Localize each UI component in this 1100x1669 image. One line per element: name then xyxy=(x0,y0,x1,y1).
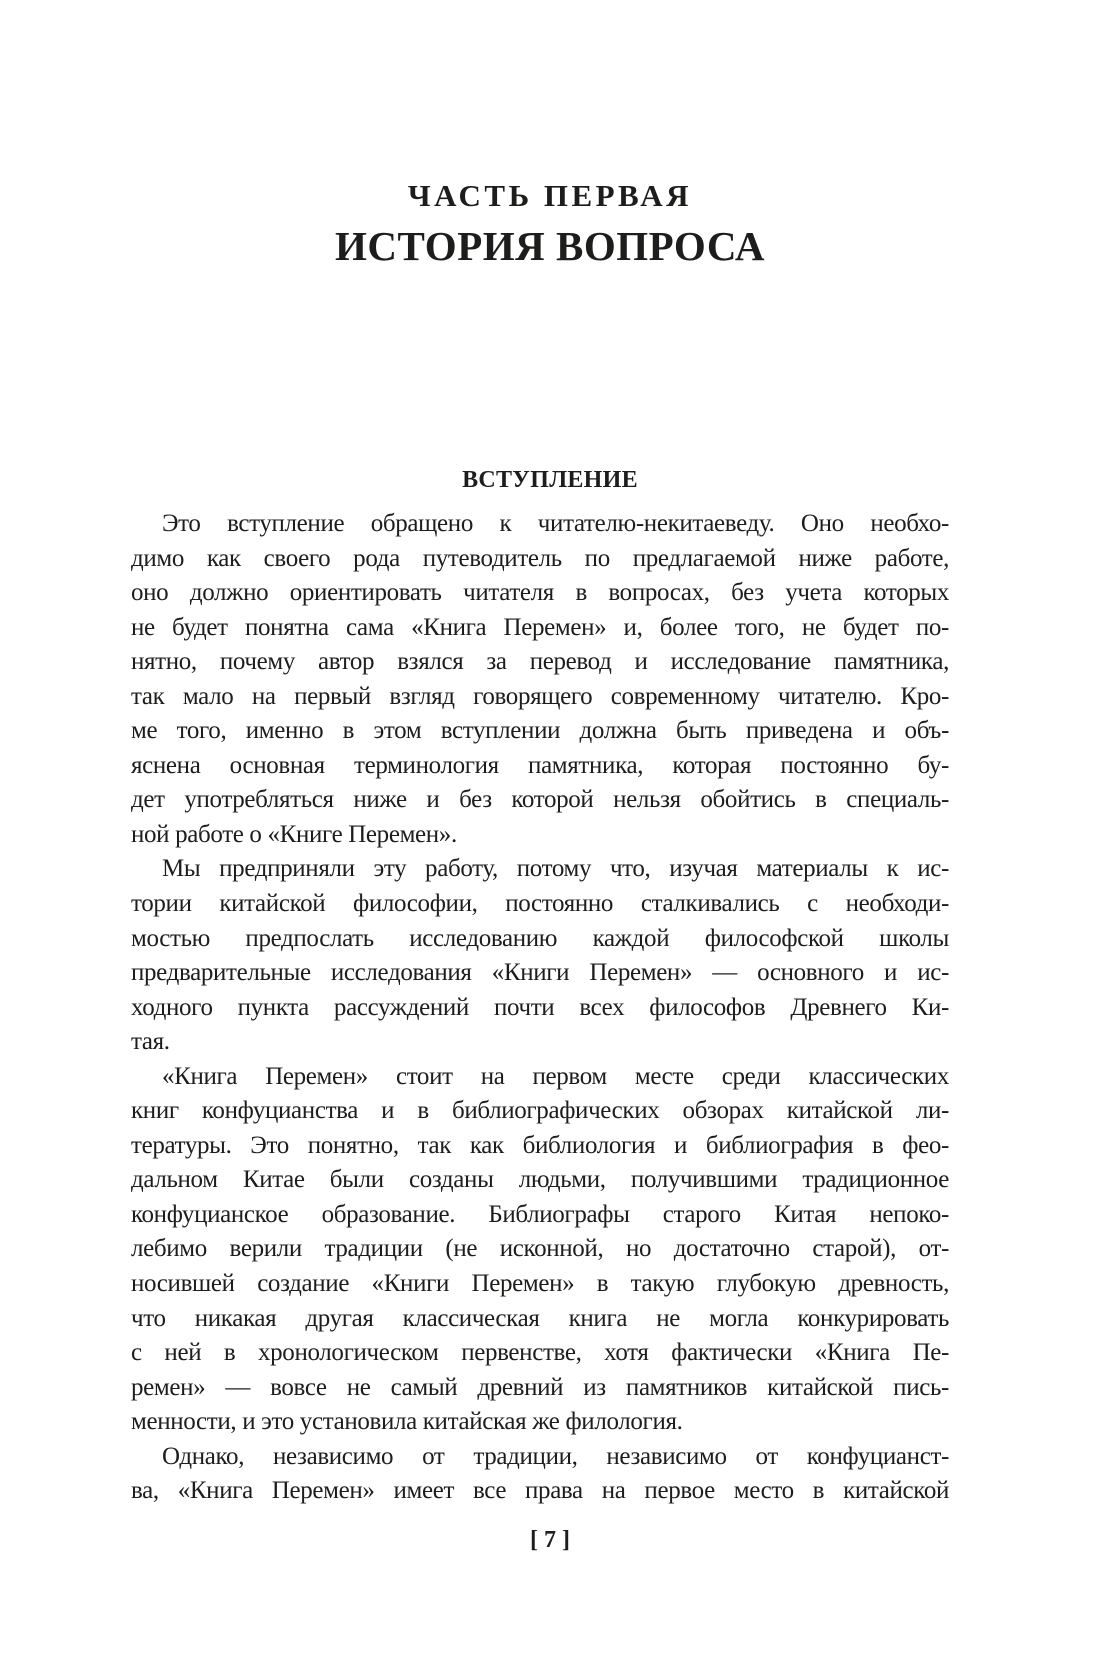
text-line: оно должно ориентировать читателя в вопросах, без учета которых xyxy=(131,579,949,607)
text-line: что никакая другая классическая книга не могла конкурировать xyxy=(131,1304,949,1332)
paragraph-tradition xyxy=(131,1060,949,1440)
text-line: ходного пункта рассуждений почти всех философов Древнего Ки- xyxy=(131,993,949,1021)
text-line: с ней в хронологическом первенстве, хотя фактически «Книга Пе- xyxy=(131,1339,949,1367)
text-line: ремен» — вовсе не самый древний из памятников китайской пись- xyxy=(131,1373,949,1401)
text-line: менности, и это установила китайская же филология. xyxy=(131,1408,683,1436)
paragraph-however xyxy=(131,1440,949,1509)
section-title: ВСТУПЛЕНИЕ xyxy=(462,467,638,493)
text-line: тературы. Это понятно, так как библиология и библиография в фео- xyxy=(131,1131,949,1159)
text-line: носившей создание «Книги Перемен» в такую глубокую древность, xyxy=(131,1270,949,1298)
paragraph-motivation xyxy=(131,852,949,1059)
text-line: димо как своего рода путеводитель по предлагаемой ниже работе, xyxy=(131,544,949,572)
text-line: Это вступление обращено к читателю-некитаеведу. Оно необхо- xyxy=(162,510,949,537)
body-text xyxy=(131,507,949,1509)
text-line: ной работе о «Книге Перемен». xyxy=(131,820,457,848)
paragraph-intro xyxy=(131,507,949,852)
text-line: конфуцианское образование. Библиографы старого Китая непоко- xyxy=(131,1200,949,1228)
text-line: «Книга Перемен» стоит на первом месте среди классических xyxy=(162,1062,949,1090)
text-line: Мы предприняли эту работу, потому что, изучая материалы к ис- xyxy=(162,855,949,883)
text-line: так мало на первый взгляд говорящего современному читателю. Кро- xyxy=(131,682,949,710)
text-line: дальном Китае были созданы людьми, получившими традиционное xyxy=(131,1166,949,1194)
text-line: книг конфуцианства и в библиографических обзорах китайской ли- xyxy=(131,1097,949,1125)
text-line: лебимо верили традиции (не исконной, но достаточно старой), от- xyxy=(131,1235,949,1263)
text-line: дет употребляться ниже и без которой нельзя обойтись в специаль- xyxy=(131,786,949,814)
text-line: ва, «Книга Перемен» имеет все права на первое место в китайской xyxy=(131,1477,949,1505)
text-line: Однако, независимо от традиции, независимо от конфуцианст- xyxy=(162,1442,949,1470)
text-line: предварительные исследования «Книги Перемен» — основного и ис- xyxy=(131,959,949,987)
page-number: [ 7 ] xyxy=(530,1527,570,1553)
text-line: мостью предпослать исследованию каждой философской школы xyxy=(131,924,949,952)
part-title: ИСТОРИЯ ВОПРОСА xyxy=(335,223,765,269)
text-line: нятно, почему автор взялся за перевод и исследование памятника, xyxy=(131,648,949,676)
text-line: яснена основная терминология памятника, которая постоянно бу- xyxy=(131,751,949,779)
text-line: не будет понятна сама «Книга Перемен» и, более того, не будет по- xyxy=(131,613,949,641)
text-line: тории китайской философии, постоянно сталкивались с необходи- xyxy=(131,890,949,918)
text-line: тая. xyxy=(131,1028,170,1056)
part-label: ЧАСТЬ ПЕРВАЯ xyxy=(407,178,693,213)
text-line: ме того, именно в этом вступлении должна быть приведена и объ- xyxy=(131,717,949,745)
